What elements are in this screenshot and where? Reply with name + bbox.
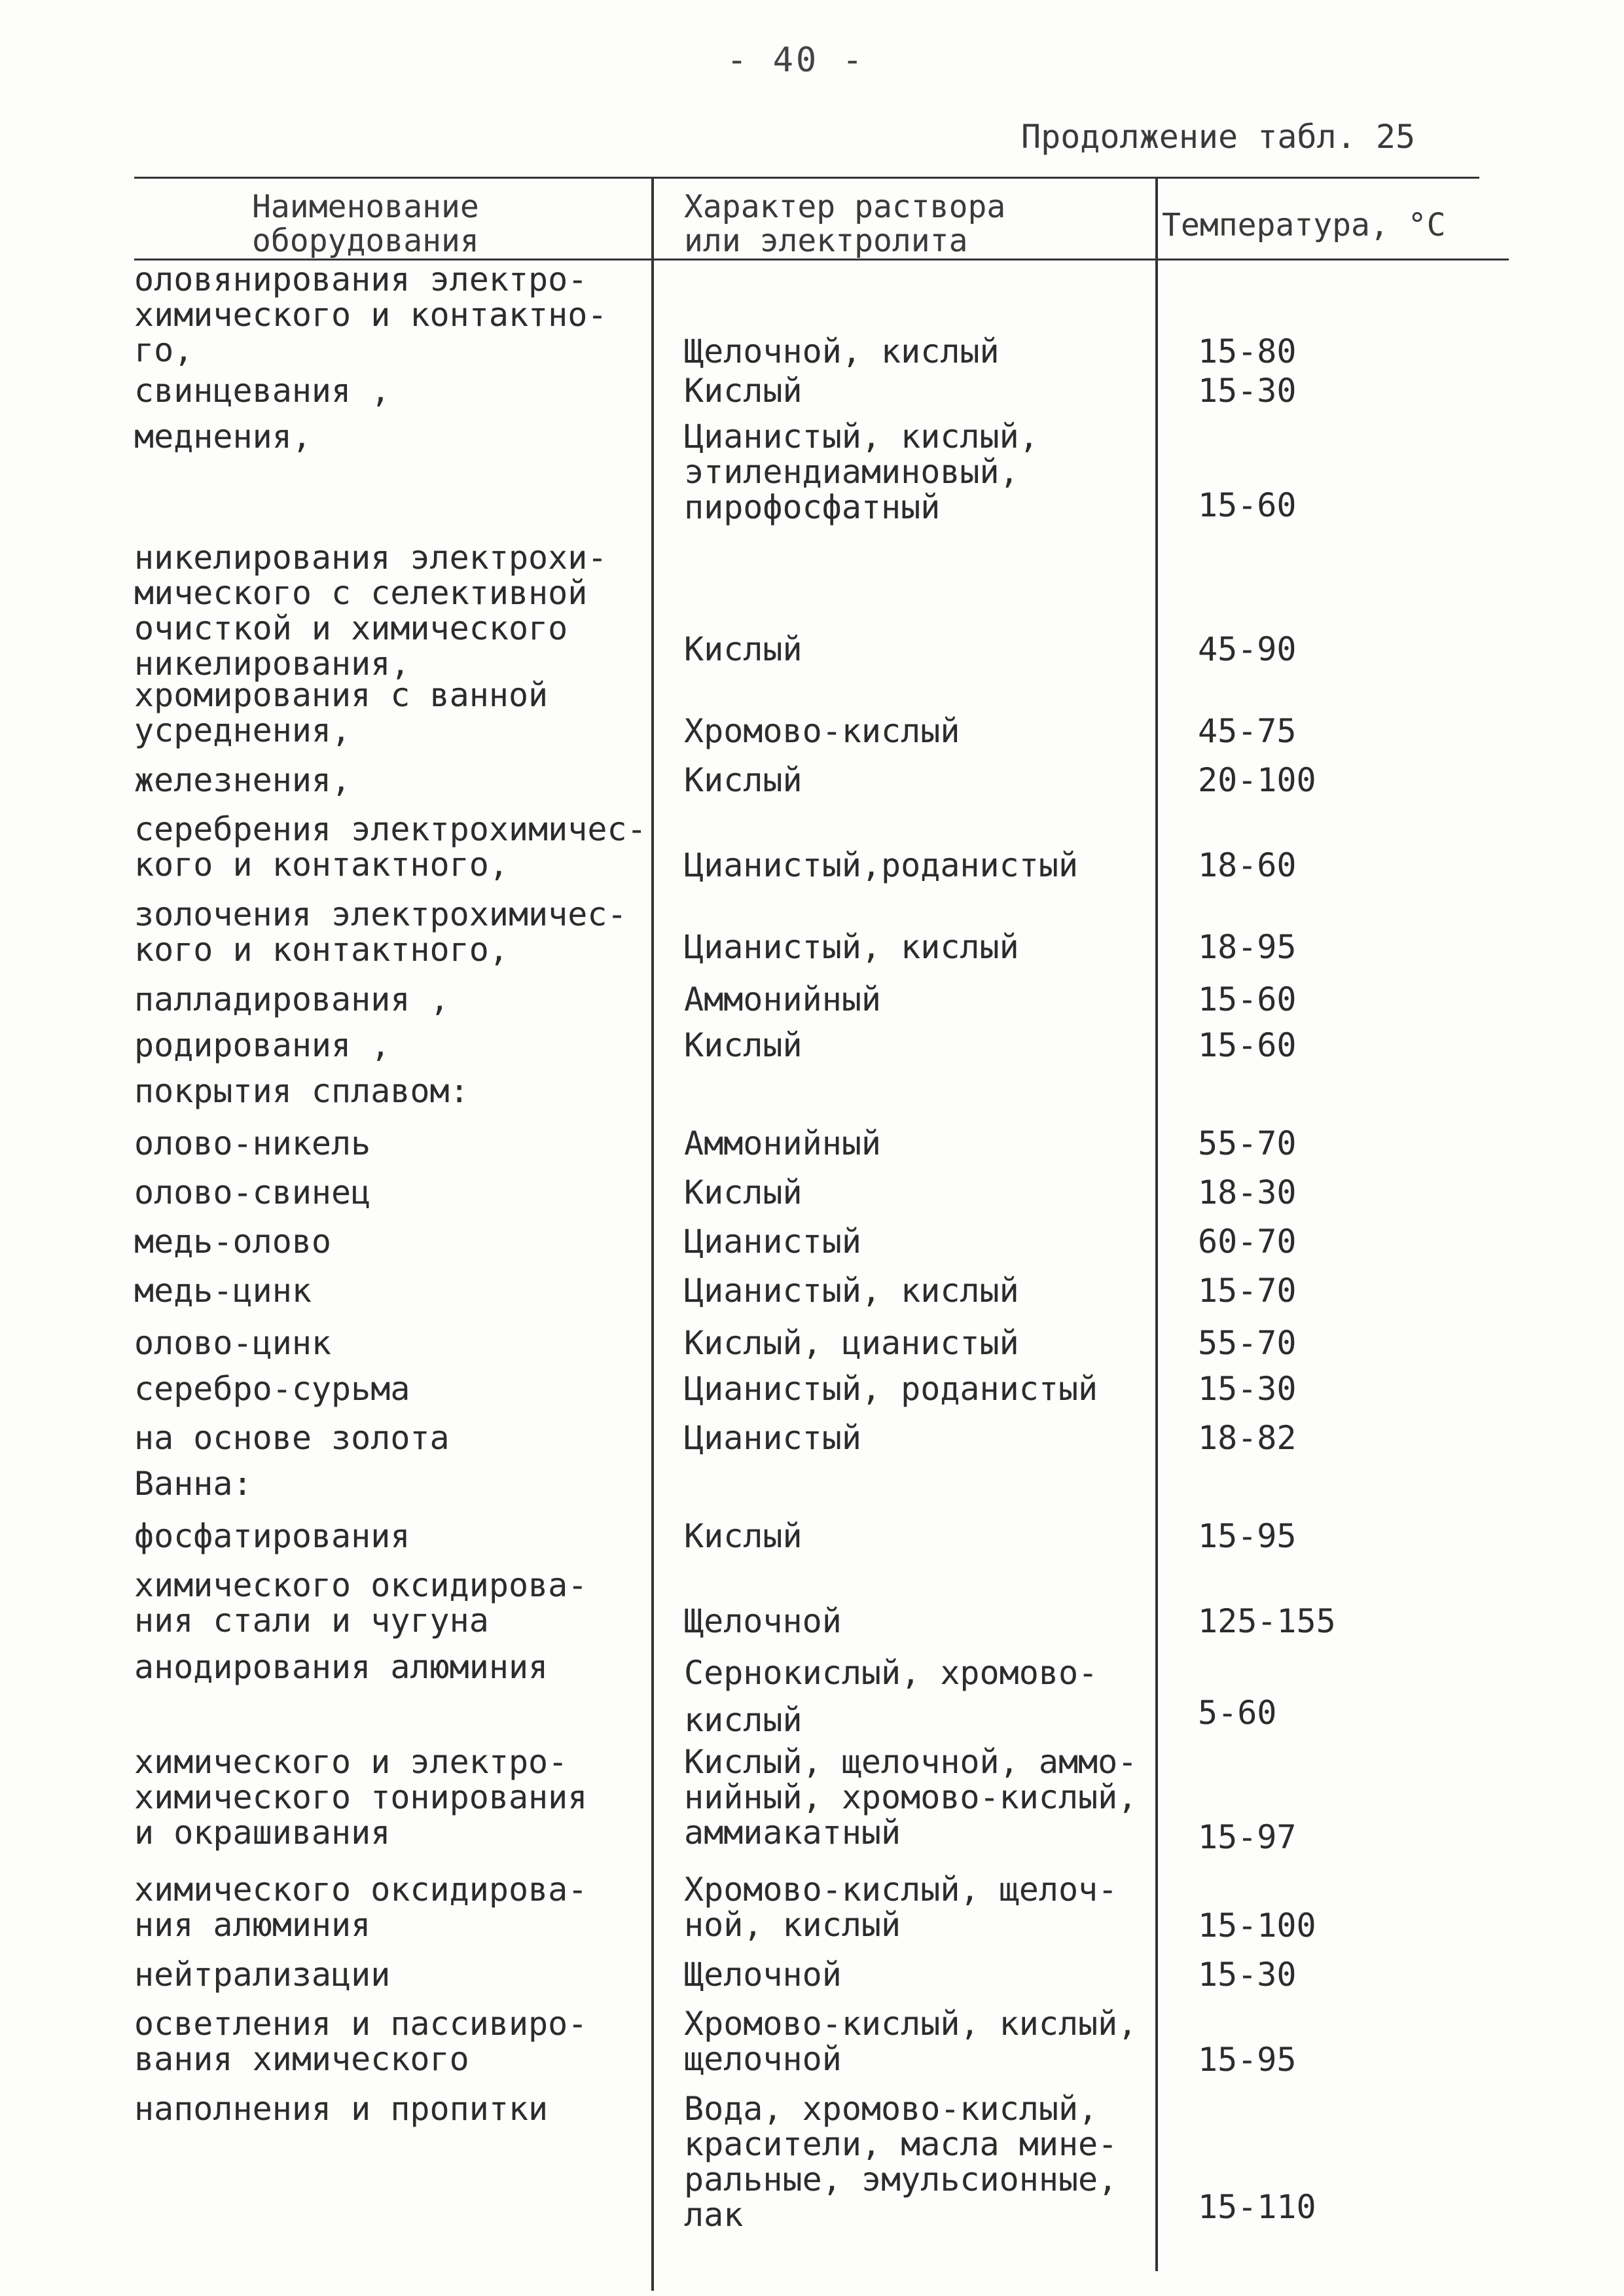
equipment-name: серебро-сурьма bbox=[134, 1370, 410, 1408]
electrolyte-type: Кислый bbox=[684, 630, 803, 668]
equipment-name: химического и электро- химического тонирования и окрашивания bbox=[134, 1743, 588, 1852]
table-top-rule bbox=[134, 177, 1479, 179]
electrolyte-type: Цианистый bbox=[684, 1419, 861, 1457]
equipment-name: родирования , bbox=[134, 1026, 391, 1064]
electrolyte-type: Цианистый, кислый, этилендиаминовый, пирофосфатный bbox=[684, 418, 1039, 526]
temperature-range: 55-70 bbox=[1198, 1124, 1297, 1162]
equipment-name: никелирования электрохи- мического с селективной очисткой и химического никелирования, bbox=[134, 539, 607, 683]
electrolyte-type: Аммонийный bbox=[684, 980, 882, 1018]
equipment-name: нейтрализации bbox=[134, 1956, 391, 1994]
temperature-range: 15-30 bbox=[1198, 1956, 1297, 1994]
temperature-range: 20-100 bbox=[1198, 761, 1316, 799]
electrolyte-type: Хромово-кислый, кислый, щелочной bbox=[684, 2005, 1138, 2078]
equipment-name: оловянирования электро- химического и контактно- го, bbox=[134, 260, 607, 369]
electrolyte-type: Хромово-кислый bbox=[684, 712, 960, 750]
electrolyte-type: Сернокислый, хромово- кислый bbox=[684, 1654, 1098, 1739]
equipment-name: железнения, bbox=[134, 761, 352, 799]
electrolyte-type: Кислый, цианистый bbox=[684, 1324, 1019, 1362]
electrolyte-type: Кислый, щелочной, аммо- нийный, хромово-кислый, аммиакатный bbox=[684, 1743, 1138, 1852]
electrolyte-type: Щелочной bbox=[684, 1602, 842, 1640]
electrolyte-type: Щелочной, кислый bbox=[684, 332, 1000, 370]
equipment-name: Ванна: bbox=[134, 1465, 253, 1503]
header-electrolyte-type: Характер раствора или электролита bbox=[684, 188, 1006, 259]
equipment-name: олово-никель bbox=[134, 1124, 371, 1162]
equipment-name: покрытия сплавом: bbox=[134, 1072, 469, 1110]
equipment-name: медь-цинк bbox=[134, 1272, 312, 1310]
temperature-range: 15-110 bbox=[1198, 2188, 1316, 2226]
electrolyte-type: Кислый bbox=[684, 1517, 803, 1555]
electrolyte-type: Цианистый, кислый bbox=[684, 1272, 1019, 1310]
temperature-range: 45-75 bbox=[1198, 712, 1297, 750]
equipment-name: серебрения электрохимичес- кого и контактного, bbox=[134, 810, 647, 884]
electrolyte-type: Аммонийный bbox=[684, 1124, 882, 1162]
temperature-range: 15-80 bbox=[1198, 332, 1297, 370]
electrolyte-type: Кислый bbox=[684, 372, 803, 410]
equipment-name: золочения электрохимичес- кого и контактного, bbox=[134, 895, 627, 969]
column-divider-2 bbox=[1155, 177, 1158, 2271]
temperature-range: 55-70 bbox=[1198, 1324, 1297, 1362]
electrolyte-type: Щелочной bbox=[684, 1956, 842, 1994]
electrolyte-type: Кислый bbox=[684, 1026, 803, 1064]
electrolyte-type: Цианистый, кислый bbox=[684, 928, 1019, 966]
equipment-name: палладирования , bbox=[134, 980, 450, 1018]
equipment-name: наполнения и пропитки bbox=[134, 2090, 549, 2128]
page-number: - 40 - bbox=[727, 41, 865, 80]
header-temperature: Температура, °C bbox=[1162, 207, 1446, 243]
equipment-name: медь-олово bbox=[134, 1223, 332, 1261]
equipment-name: химического оксидирова- ния алюминия bbox=[134, 1871, 588, 1944]
equipment-name: хромирования с ванной усреднения, bbox=[134, 676, 549, 749]
temperature-range: 15-95 bbox=[1198, 2041, 1297, 2079]
temperature-range: 15-30 bbox=[1198, 372, 1297, 410]
temperature-range: 18-95 bbox=[1198, 928, 1297, 966]
temperature-range: 45-90 bbox=[1198, 630, 1297, 668]
temperature-range: 60-70 bbox=[1198, 1223, 1297, 1261]
temperature-range: 15-30 bbox=[1198, 1370, 1297, 1408]
temperature-range: 15-60 bbox=[1198, 1026, 1297, 1064]
equipment-name: фосфатирования bbox=[134, 1517, 410, 1555]
equipment-name: анодирования алюминия bbox=[134, 1648, 549, 1686]
electrolyte-type: Цианистый,роданистый bbox=[684, 846, 1079, 884]
header-equipment-name: Наименование оборудования bbox=[252, 188, 479, 259]
temperature-range: 5-60 bbox=[1198, 1694, 1277, 1732]
table-continuation-label: Продолжение табл. 25 bbox=[1021, 118, 1416, 156]
electrolyte-type: Вода, хромово-кислый, красители, масла мине- ральные, эмульсионные, лак bbox=[684, 2090, 1118, 2234]
equipment-name: олово-свинец bbox=[134, 1174, 371, 1211]
temperature-range: 125-155 bbox=[1198, 1602, 1336, 1640]
temperature-range: 15-60 bbox=[1198, 486, 1297, 524]
electrolyte-type: Кислый bbox=[684, 1174, 803, 1211]
temperature-range: 15-95 bbox=[1198, 1517, 1297, 1555]
electrolyte-type: Кислый bbox=[684, 761, 803, 799]
temperature-range: 15-60 bbox=[1198, 980, 1297, 1018]
temperature-range: 18-82 bbox=[1198, 1419, 1297, 1457]
electrolyte-type: Цианистый, роданистый bbox=[684, 1370, 1098, 1408]
equipment-name: осветления и пассивиро- вания химического bbox=[134, 2005, 588, 2078]
equipment-name: свинцевания , bbox=[134, 372, 391, 410]
column-divider-1 bbox=[651, 177, 654, 2291]
equipment-name: химического оксидирова- ния стали и чугуна bbox=[134, 1566, 588, 1640]
electrolyte-type: Цианистый bbox=[684, 1223, 861, 1261]
equipment-name: меднения, bbox=[134, 418, 312, 456]
temperature-range: 18-60 bbox=[1198, 846, 1297, 884]
temperature-range: 18-30 bbox=[1198, 1174, 1297, 1211]
electrolyte-type: Хромово-кислый, щелоч- ной, кислый bbox=[684, 1871, 1118, 1944]
equipment-name: на основе золота bbox=[134, 1419, 450, 1457]
temperature-range: 15-70 bbox=[1198, 1272, 1297, 1310]
temperature-range: 15-100 bbox=[1198, 1907, 1316, 1945]
equipment-name: олово-цинк bbox=[134, 1324, 332, 1362]
temperature-range: 15-97 bbox=[1198, 1818, 1297, 1856]
